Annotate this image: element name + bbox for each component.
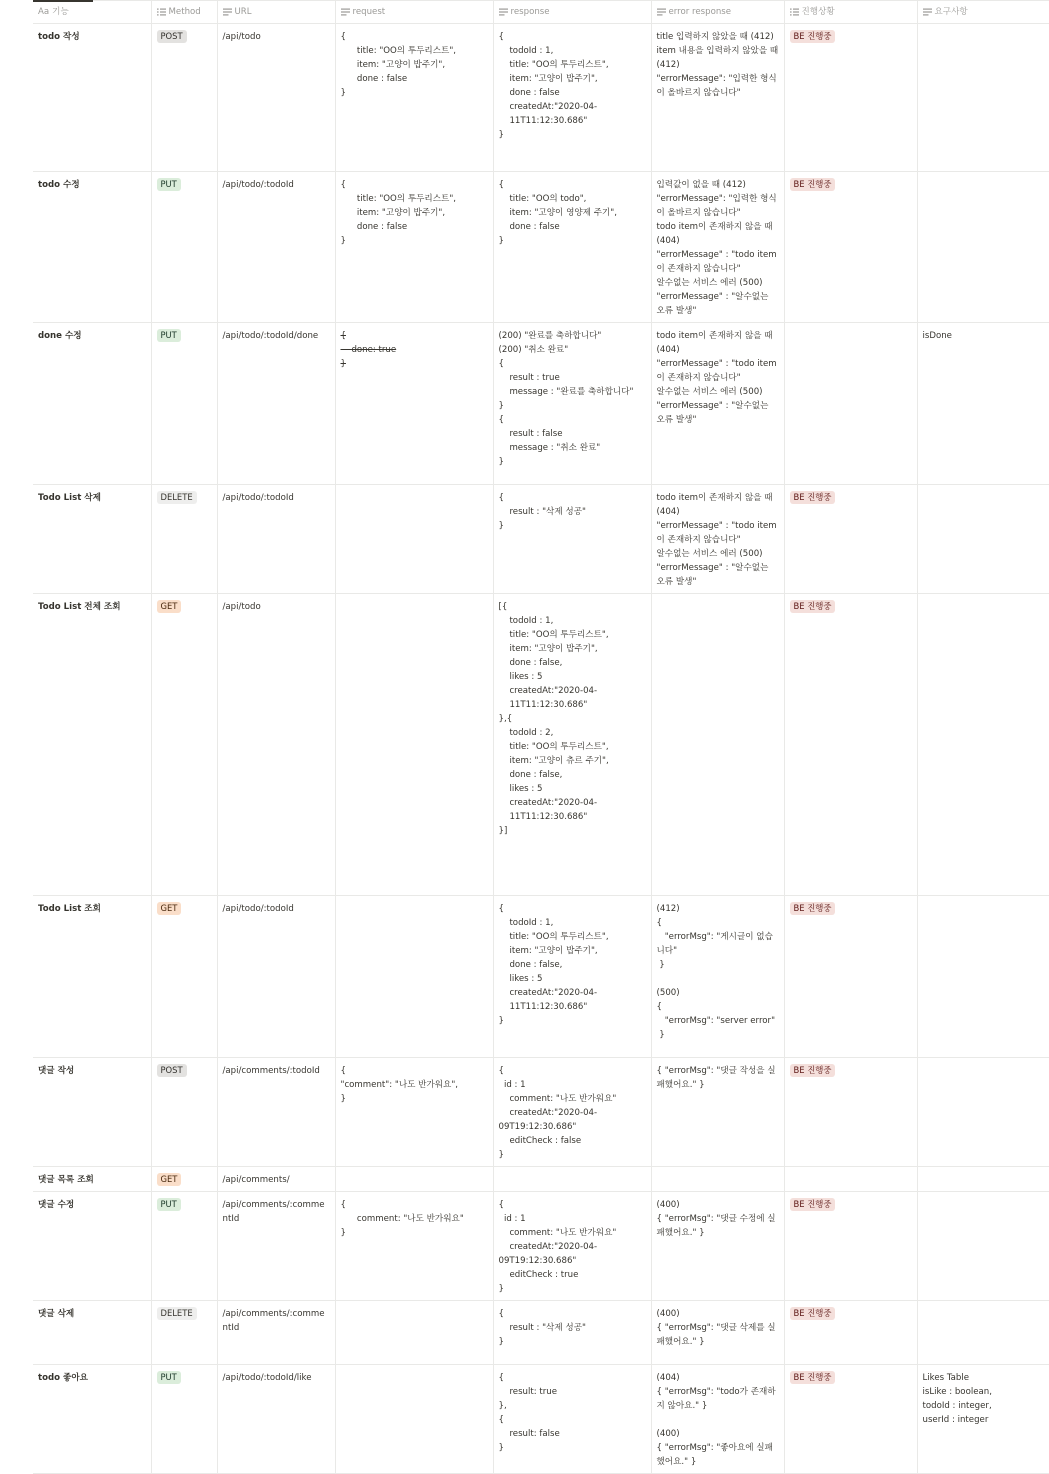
cell-response[interactable]	[493, 1058, 651, 1167]
table-row[interactable]	[33, 1167, 1049, 1192]
text-property-icon	[341, 8, 350, 16]
cell-request[interactable]	[335, 1192, 493, 1301]
requirements-text: Likes Table isLike : boolean, todoId : integer, userId : integer	[922, 1373, 992, 1425]
cell-response[interactable]	[493, 1365, 651, 1474]
cell-requirements[interactable]	[917, 1058, 1049, 1167]
cell-requirements[interactable]	[917, 485, 1049, 594]
response-body: { id : 1 comment: "나도 반가워요" createdAt:"2020-04- 09T19:12:30.686" editCheck : true }	[498, 1200, 617, 1294]
column-header-method[interactable]: Method	[151, 1, 217, 24]
table-row[interactable]	[33, 172, 1049, 323]
cell-feature[interactable]	[33, 1167, 151, 1192]
table-row[interactable]	[33, 1058, 1049, 1167]
cell-error-response[interactable]	[651, 323, 784, 485]
cell-request[interactable]	[335, 896, 493, 1058]
cell-request[interactable]	[335, 24, 493, 172]
feature-name: todo 수정	[38, 180, 80, 190]
method-tag: POST	[157, 30, 187, 43]
method-tag: DELETE	[157, 1307, 197, 1320]
cell-url[interactable]	[217, 485, 335, 594]
cell-feature[interactable]	[33, 1365, 151, 1474]
endpoint-url: /api/todo/:todoId	[222, 493, 294, 503]
table-row[interactable]	[33, 24, 1049, 172]
cell-requirements[interactable]	[917, 594, 1049, 896]
cell-request[interactable]	[335, 1058, 493, 1167]
table-row[interactable]	[33, 1301, 1049, 1365]
method-tag: GET	[157, 600, 182, 613]
cell-requirements[interactable]	[917, 1167, 1049, 1192]
cell-error-response[interactable]	[651, 24, 784, 172]
cell-error-response[interactable]	[651, 1301, 784, 1365]
error-response-body: 입력값이 없을 때 (412) "errorMessage": "입력한 형식이 올바르지 않습니다" todo item이 존재하지 않을 때 (404) "errorMessage" : "todo item이 존재하지 않습니다" 알수없는 서비스 에러 (500) "errorMessage" : "알수없는 오류 발생"	[656, 180, 777, 316]
cell-requirements[interactable]	[917, 1301, 1049, 1365]
cell-feature[interactable]	[33, 594, 151, 896]
status-badge: BE 진행중	[790, 491, 836, 504]
table-row[interactable]	[33, 485, 1049, 594]
endpoint-url: /api/todo	[222, 602, 261, 612]
method-tag: GET	[157, 902, 182, 915]
requirements-text: isDone	[922, 331, 952, 341]
cell-response[interactable]	[493, 323, 651, 485]
cell-url[interactable]	[217, 1365, 335, 1474]
response-body: { todoId : 1, title: "OO의 투두리스트", item: "고양이 밥주기", done : false createdAt:"2020-04- 11T11:12:30.686" }	[498, 32, 609, 140]
cell-error-response[interactable]	[651, 172, 784, 323]
cell-requirements[interactable]	[917, 172, 1049, 323]
cell-feature[interactable]	[33, 323, 151, 485]
cell-method[interactable]	[151, 485, 217, 594]
cell-method[interactable]	[151, 896, 217, 1058]
cell-feature[interactable]	[33, 1301, 151, 1365]
multi-select-icon	[790, 8, 799, 16]
status-badge: BE 진행중	[790, 178, 836, 191]
cell-response[interactable]	[493, 1167, 651, 1192]
table-row[interactable]	[33, 323, 1049, 485]
error-response-body: todo item이 존재하지 않을 때 (404) "errorMessage" : "todo item이 존재하지 않습니다" 알수없는 서비스 에러 (500) "errorMessage" : "알수없는 오류 발생"	[656, 493, 777, 587]
cell-status[interactable]	[784, 485, 917, 594]
response-body: { result : "삭제 성공" }	[498, 1309, 586, 1347]
endpoint-url: /api/comments/:commentId	[222, 1200, 325, 1224]
status-badge: BE 진행중	[790, 30, 836, 43]
cell-requirements[interactable]	[917, 896, 1049, 1058]
cell-requirements[interactable]	[917, 1192, 1049, 1301]
text-property-icon	[499, 8, 508, 16]
error-response-body: (412) { "errorMsg": "게시글이 없습니다" } (500) { "errorMsg": "server error" }	[656, 904, 776, 1040]
method-tag: PUT	[157, 1371, 181, 1384]
endpoint-url: /api/todo/:todoId/done	[222, 331, 319, 341]
column-header-error-response[interactable]: error response	[651, 1, 784, 24]
response-body: { todoId : 1, title: "OO의 투두리스트", item: "고양이 밥주기", done : false, likes : 5 createdAt:"2020-04- 11T11:12:30.686" }	[498, 904, 609, 1026]
cell-feature[interactable]	[33, 485, 151, 594]
cell-method[interactable]	[151, 1301, 217, 1365]
endpoint-url: /api/todo	[222, 32, 261, 42]
cell-request[interactable]	[335, 1365, 493, 1474]
column-header-status[interactable]: 진행상황	[784, 1, 917, 24]
cell-method[interactable]	[151, 24, 217, 172]
status-badge: BE 진행중	[790, 1307, 836, 1320]
feature-name: 댓글 삭제	[38, 1309, 75, 1319]
response-body: (200) "완료를 축하합니다" (200) "취소 완료" { result : true message : "완료를 축하합니다" } { result : false message : "취소 완료" }	[498, 331, 634, 467]
column-header-requirements[interactable]: 요구사항	[917, 1, 1049, 24]
cell-status[interactable]	[784, 1058, 917, 1167]
cell-requirements[interactable]	[917, 323, 1049, 485]
request-body: { title: "OO의 투두리스트", item: "고양이 밥주기", done : false }	[340, 180, 457, 246]
endpoint-url: /api/todo/:todoId	[222, 904, 294, 914]
status-badge: BE 진행중	[790, 1064, 836, 1077]
cell-error-response[interactable]	[651, 1192, 784, 1301]
cell-request[interactable]	[335, 485, 493, 594]
method-tag: GET	[157, 1173, 182, 1186]
api-spec-table	[33, 1, 1049, 1474]
method-tag: PUT	[157, 329, 181, 342]
error-response-body: (400) { "errorMsg": "댓글 삭제를 실패했어요." }	[656, 1309, 776, 1347]
feature-name: 댓글 목록 조회	[38, 1175, 94, 1185]
cell-request[interactable]	[335, 323, 493, 485]
text-property-icon	[923, 8, 932, 16]
cell-url[interactable]	[217, 323, 335, 485]
cell-feature[interactable]	[33, 896, 151, 1058]
cell-requirements[interactable]	[917, 1365, 1049, 1474]
cell-status[interactable]	[784, 1192, 917, 1301]
cell-url[interactable]	[217, 24, 335, 172]
status-badge: BE 진행중	[790, 1198, 836, 1211]
cell-error-response[interactable]	[651, 1167, 784, 1192]
endpoint-url: /api/todo/:todoId	[222, 180, 294, 190]
cell-request[interactable]	[335, 594, 493, 896]
feature-name: 댓글 작성	[38, 1066, 75, 1076]
cell-requirements[interactable]	[917, 24, 1049, 172]
cell-feature[interactable]	[33, 24, 151, 172]
feature-name: Todo List 삭제	[38, 493, 101, 503]
column-header-feature[interactable]: Aa 기능	[33, 1, 151, 24]
cell-request[interactable]	[335, 1167, 493, 1192]
column-header-response[interactable]: response	[493, 1, 651, 24]
feature-name: Todo List 전체 조회	[38, 602, 121, 612]
error-response-body: title 입력하지 않았을 때 (412) item 내용을 입력하지 않았을 때 (412) "errorMessage": "입력한 형식이 올바르지 않습니다"	[656, 32, 779, 98]
header-row	[33, 1, 1049, 24]
response-body: { id : 1 comment: "나도 반가워요" createdAt:"2020-04- 09T19:12:30.686" editCheck : false }	[498, 1066, 617, 1160]
cell-method[interactable]	[151, 323, 217, 485]
cell-request[interactable]	[335, 172, 493, 323]
text-property-icon	[657, 8, 666, 16]
column-header-url[interactable]: URL	[217, 1, 335, 24]
cell-response[interactable]	[493, 24, 651, 172]
error-response-body: (400) { "errorMsg": "댓글 수정에 실패했어요." }	[656, 1200, 776, 1238]
feature-name: todo 좋아요	[38, 1373, 88, 1383]
endpoint-url: /api/comments/:todoId	[222, 1066, 320, 1076]
cell-error-response[interactable]	[651, 1058, 784, 1167]
feature-name: todo 작성	[38, 32, 80, 42]
cell-response[interactable]	[493, 1301, 651, 1365]
cell-response[interactable]	[493, 896, 651, 1058]
cell-url[interactable]	[217, 896, 335, 1058]
cell-status[interactable]	[784, 1167, 917, 1192]
request-body: { comment: "나도 반가워요" }	[340, 1200, 464, 1238]
cell-status[interactable]	[784, 1365, 917, 1474]
cell-status[interactable]	[784, 172, 917, 323]
cell-url[interactable]	[217, 1301, 335, 1365]
table-row[interactable]	[33, 896, 1049, 1058]
cell-status[interactable]	[784, 1301, 917, 1365]
request-body: { title: "OO의 투두리스트", item: "고양이 밥주기", done : false }	[340, 32, 457, 98]
cell-feature[interactable]	[33, 1058, 151, 1167]
cell-error-response[interactable]	[651, 485, 784, 594]
cell-response[interactable]	[493, 1192, 651, 1301]
cell-url[interactable]	[217, 1167, 335, 1192]
cell-request[interactable]	[335, 1301, 493, 1365]
cell-response[interactable]	[493, 594, 651, 896]
cell-error-response[interactable]	[651, 896, 784, 1058]
cell-url[interactable]	[217, 594, 335, 896]
cell-response[interactable]	[493, 485, 651, 594]
endpoint-url: /api/comments/:commentId	[222, 1309, 325, 1333]
column-header-request[interactable]: request	[335, 1, 493, 24]
cell-url[interactable]	[217, 1192, 335, 1301]
cell-error-response[interactable]	[651, 594, 784, 896]
feature-name: done 수정	[38, 331, 82, 341]
cell-error-response[interactable]	[651, 1365, 784, 1474]
response-body: { result : "삭제 성공" }	[498, 493, 586, 531]
feature-name: 댓글 수정	[38, 1200, 75, 1210]
response-body: { title: "OO의 todo", item: "고양이 영양제 주기", done : false }	[498, 180, 617, 246]
multi-select-icon	[157, 8, 166, 16]
method-tag: POST	[157, 1064, 187, 1077]
cell-status[interactable]	[784, 594, 917, 896]
table-row[interactable]	[33, 1192, 1049, 1301]
status-badge: BE 진행중	[790, 600, 836, 613]
request-body: { done: true }	[340, 331, 397, 369]
cell-feature[interactable]	[33, 172, 151, 323]
method-tag: DELETE	[157, 491, 197, 504]
cell-method[interactable]	[151, 1365, 217, 1474]
error-response-body: todo item이 존재하지 않을 때 (404) "errorMessage" : "todo item이 존재하지 않습니다" 알수없는 서비스 에러 (500) "errorMessage" : "알수없는 오류 발생"	[656, 331, 777, 425]
table-row[interactable]	[33, 1365, 1049, 1474]
title-property-icon: Aa	[38, 7, 50, 17]
text-property-icon	[223, 8, 232, 16]
cell-method[interactable]	[151, 1058, 217, 1167]
cell-method[interactable]	[151, 172, 217, 323]
cell-method[interactable]	[151, 1192, 217, 1301]
method-tag: PUT	[157, 178, 181, 191]
response-body: [{ todoId : 1, title: "OO의 투두리스트", item: "고양이 밥주기", done : false, likes : 5 createdAt:"2020-04- 11T11:12:30.686" },{ todoId : 2, title: "OO의 투두리스트", item: "고양이 츄르 주기", done : false, likes : 5 createdAt:"2020-04- 11T11:12:30.686" }]	[498, 602, 609, 836]
cell-status[interactable]	[784, 24, 917, 172]
status-badge: BE 진행중	[790, 1371, 836, 1384]
cell-url[interactable]	[217, 172, 335, 323]
cell-response[interactable]	[493, 172, 651, 323]
endpoint-url: /api/comments/	[222, 1175, 290, 1185]
method-tag: PUT	[157, 1198, 181, 1211]
cell-feature[interactable]	[33, 1192, 151, 1301]
error-response-body: (404) { "errorMsg": "todo가 존재하지 않아요." } (400) { "errorMsg": "좋아요에 실패했어요." }	[656, 1373, 776, 1467]
error-response-body: { "errorMsg": "댓글 작성을 실패했어요." }	[656, 1066, 776, 1090]
cell-method[interactable]	[151, 594, 217, 896]
cell-url[interactable]	[217, 1058, 335, 1167]
cell-method[interactable]	[151, 1167, 217, 1192]
request-body: { "comment": "나도 반가워요", }	[340, 1066, 459, 1104]
table-row[interactable]	[33, 594, 1049, 896]
response-body: { result: true }, { result: false }	[498, 1373, 560, 1453]
cell-status[interactable]	[784, 323, 917, 485]
status-badge: BE 진행중	[790, 902, 836, 915]
feature-name: Todo List 조회	[38, 904, 101, 914]
cell-status[interactable]	[784, 896, 917, 1058]
endpoint-url: /api/todo/:todoId/like	[222, 1373, 312, 1383]
